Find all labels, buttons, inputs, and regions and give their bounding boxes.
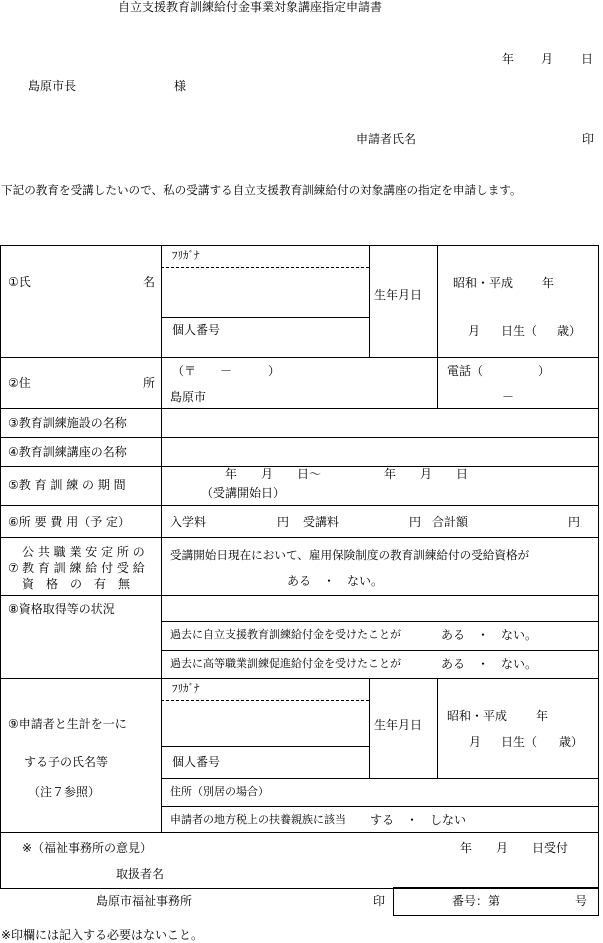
row9-year: 年: [536, 709, 549, 723]
row8-label: ⑧資格取得等の状況: [8, 602, 115, 616]
row6-label: ⑥所 要 費 用（予 定）: [8, 515, 131, 529]
row1-furigana: ﾌﾘｶﾞﾅ: [172, 249, 200, 262]
row1-dob-label: 生年月日: [374, 288, 423, 302]
row8-past2: 過去に高等職業訓練促進給付金を受けたことが: [170, 657, 401, 670]
row2-label-end: 所: [143, 376, 156, 390]
row9-month: 月: [469, 735, 482, 749]
date-day: 日: [581, 52, 594, 66]
office-handler: 取扱者名: [116, 867, 165, 881]
row8-past2-options: ある ・ ない。: [441, 657, 538, 671]
row7-text: 受講開始日現在において、雇用保険制度の教育訓練給付の受給資格が: [170, 548, 530, 562]
row9-dob-label: 生年月日: [374, 718, 423, 732]
row5-label: ⑤教 育 訓 練 の 期 間: [8, 478, 126, 492]
applicant-name-label: 申請者氏名: [356, 132, 417, 146]
row5-note: （受講開始日）: [201, 486, 286, 500]
row5-end: 年 月 日: [384, 467, 469, 481]
row9-label-line2: する子の氏名等: [24, 755, 109, 769]
row9-address: 住所（別居の場合）: [170, 785, 269, 798]
row6-yen1: 円: [277, 515, 290, 529]
row1-era: 昭和・平成: [453, 276, 514, 290]
row6-yen3: 円: [568, 515, 581, 529]
row9-tax-options: する ・ しない: [370, 813, 467, 827]
intro-text: 下記の教育を受講したいので、私の受講する自立支援教育訓練給付の対象講座の指定を申請します。: [1, 183, 522, 197]
row9-personal-number: 個人番号: [172, 755, 221, 769]
row2-phone-dash: －: [502, 390, 515, 404]
row8-past1-options: ある ・ ない。: [441, 628, 538, 642]
row6-total: 合計額: [432, 515, 469, 529]
row2-label: ②住: [8, 376, 31, 390]
office-number: 番号：第: [452, 894, 501, 908]
row6-yen2: 円: [409, 515, 422, 529]
row1-day: 日生（: [501, 324, 538, 338]
row6-tuition: 受講料: [303, 515, 340, 529]
row4-label: ④教育訓練講座の名称: [8, 445, 127, 459]
row3-label: ③教育訓練施設の名称: [8, 416, 127, 430]
row9-furigana: ﾌﾘｶﾞﾅ: [172, 682, 200, 695]
applicant-seal: 印: [582, 132, 595, 146]
row5-start: 年 月 日～: [225, 467, 322, 481]
office-name: 島原市福祉事務所: [96, 894, 193, 908]
row9-age: 歳）: [559, 735, 584, 749]
row7-options: ある ・ ない。: [287, 574, 384, 588]
row7-label-line1: 公 共 職 業 安 定 所 の: [22, 545, 145, 559]
row9-day: 日生（: [501, 735, 538, 749]
document-title: 自立支援教育訓練給付金事業対象講座指定申請書: [118, 0, 383, 14]
row1-month: 月: [468, 324, 481, 338]
row2-postal: （〒 － ）: [172, 364, 281, 378]
row1-label: ①氏: [8, 275, 31, 289]
row1-personal-number: 個人番号: [172, 323, 221, 337]
row7-label-line2: 教 育 訓 練 給 付 受 給: [22, 561, 145, 575]
row2-city: 島原市: [170, 390, 207, 404]
row8-past1: 過去に自立支援教育訓練給付金を受けたことが: [170, 628, 401, 641]
row1-year: 年: [542, 276, 555, 290]
addressee: 島原市長: [28, 79, 77, 93]
row1-age: 歳）: [557, 324, 582, 338]
row6-admission: 入学料: [170, 515, 207, 529]
date-month: 月: [541, 52, 554, 66]
row2-phone-close: ）: [538, 364, 551, 378]
office-received: 年 月 日受付: [460, 841, 569, 855]
row7-label-num: ⑦: [8, 561, 19, 575]
row9-label-line1: ⑨申請者と生計を一に: [8, 717, 127, 731]
row9-label-line3: （注７参照）: [28, 785, 101, 799]
office-opinion: ※（福祉事務所の意見）: [22, 841, 153, 855]
row7-label-line3: 資 格 の 有 無: [22, 577, 131, 591]
row1-label-end: 名: [143, 275, 156, 289]
honorific: 様: [174, 79, 187, 93]
date-year: 年: [502, 52, 515, 66]
row2-phone-label: 電話（: [447, 364, 484, 378]
office-seal: 印: [373, 894, 386, 908]
row9-era: 昭和・平成: [447, 709, 508, 723]
office-number-suffix: 号: [575, 894, 588, 908]
footnote: ※印欄には記入する必要はないこと。: [1, 928, 204, 942]
row9-tax: 申請者の地方税上の扶養親族に該当: [170, 813, 346, 826]
